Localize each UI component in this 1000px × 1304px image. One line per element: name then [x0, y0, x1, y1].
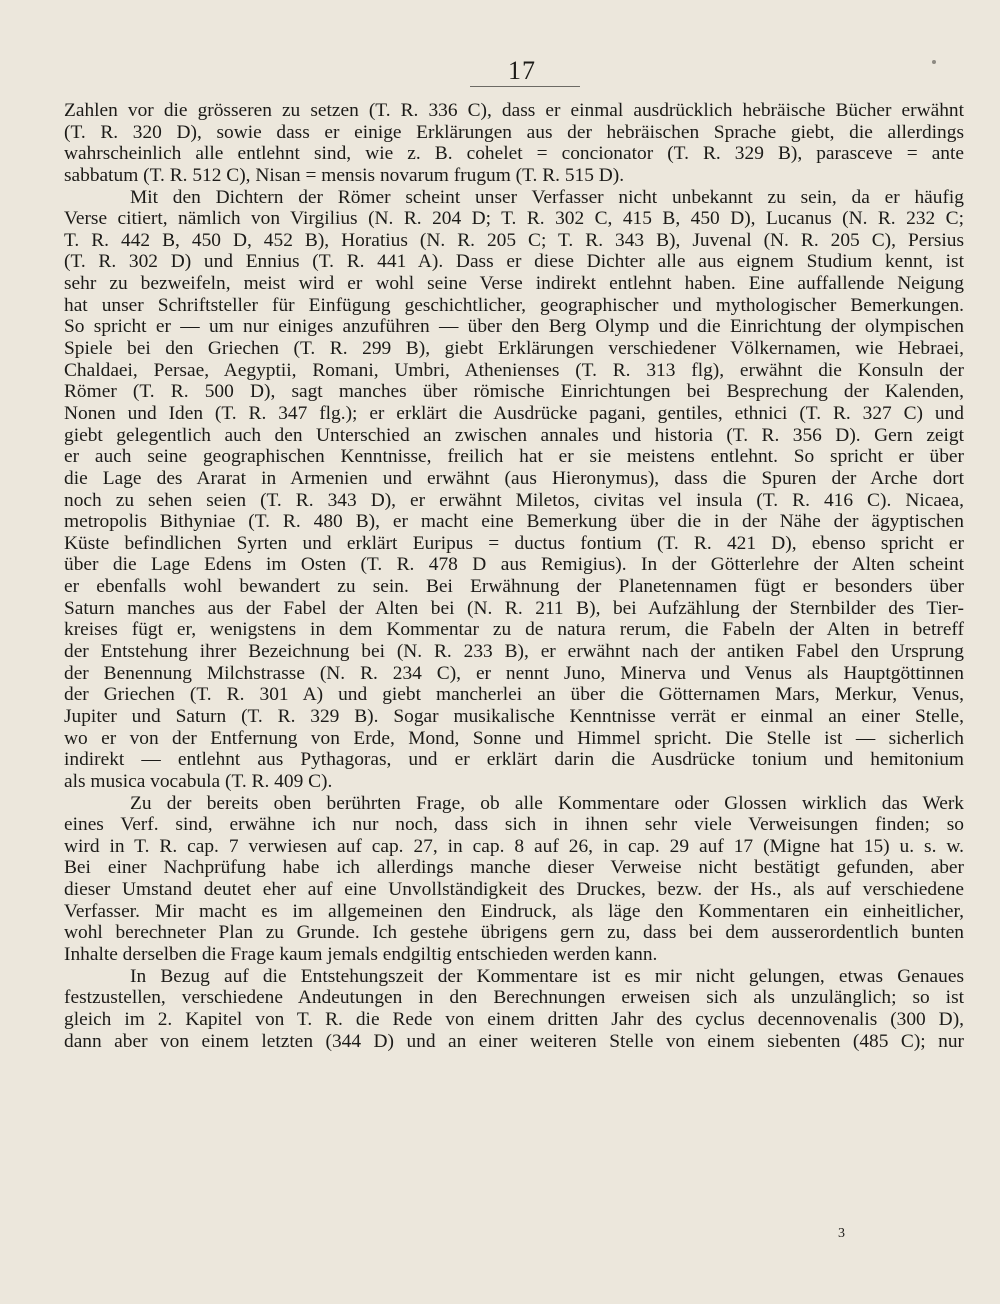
text-line: (T. R. 302 D) und Ennius (T. R. 441 A). Dass er diese Dichter alle aus eignem Studium kennt, ist [64, 251, 964, 273]
text-line: Verse citiert, nämlich von Virgilius (N. R. 204 D; T. R. 302 C, 415 B, 450 D), Lucanus (N. R. 232 C; [64, 208, 964, 230]
text-line: sabbatum (T. R. 512 C), Nisan = mensis novarum frugum (T. R. 515 D). [64, 164, 625, 186]
page-number: 17 [508, 56, 536, 85]
text-line: Nonen und Iden (T. R. 347 flg.); er erklärt die Ausdrücke pagani, gentiles, ethnici (T. R. 327 C) und [64, 402, 964, 424]
text-line: Verfasser. Mir macht es im allgemeinen den Eindruck, als läge den Kommentaren ein einheitlicher, [64, 900, 964, 922]
text-line: Mit den Dichtern der Römer scheint unser Verfasser nicht unbekannt zu sein, da er häufig [130, 186, 964, 208]
text-line: die Lage des Ararat in Armenien und erwähnt (aus Hieronymus), dass die Spuren der Arche dort [64, 467, 964, 489]
text-line: Jupiter und Saturn (T. R. 329 B). Sogar musikalische Kenntnisse verrät er einmal an einer Stelle, [64, 705, 964, 727]
text-line: Römer (T. R. 500 D), sagt manches über römische Einrichtungen bei Besprechung der Kalenden, [64, 381, 964, 403]
text-line: festzustellen, verschiedene Andeutungen in den Berechnungen erweisen sich als unzulänglich; so ist [64, 987, 964, 1009]
text-line: dann aber von einem letzten (344 D) und an einer weiteren Stelle von einem siebenten (485 C); nur [64, 1030, 964, 1052]
body-text [64, 100, 964, 1052]
text-line: Inhalte derselben die Frage kaum jemals endgiltig entschieden werden kann. [64, 943, 658, 965]
text-line: Saturn manches aus der Fabel der Alten bei (N. R. 211 B), bei Aufzählung der Sternbilder des Tier- [64, 597, 964, 619]
text-line: hat unser Schriftsteller für Einfügung geschichtlicher, geographischer und mythologischer Bemerkungen. [64, 294, 964, 316]
text-line: der Griechen (T. R. 301 A) und giebt mancherlei an über die Götternamen Mars, Merkur, Venus, [64, 684, 964, 706]
text-line: noch zu sehen seien (T. R. 343 D), er erwähnt Miletos, civitas vel insula (T. R. 416 C). Nicaea, [64, 489, 964, 511]
signature-mark: 3 [838, 1226, 845, 1241]
text-line: wo er von der Entfernung von Erde, Mond, Sonne und Himmel spricht. Die Stelle ist — sicherlich [64, 727, 964, 749]
text-line: In Bezug auf die Entstehungszeit der Kommentare ist es mir nicht gelungen, etwas Genaues [130, 965, 964, 987]
text-line: sehr zu bezweifeln, meist wird er wohl seine Verse indirekt entlehnt haben. Eine auffallende Neigung [64, 273, 964, 295]
text-line: dieser Umstand deutet eher auf eine Unvollständigkeit des Druckes, bezw. der Hs., als auf verschiedene [64, 879, 964, 901]
paragraph [64, 793, 964, 966]
text-line: Zu der bereits oben berührten Frage, ob alle Kommentare oder Glossen wirklich das Werk [130, 792, 964, 814]
text-line: So spricht er — um nur einiges anzuführen — über den Berg Olymp und die Einrichtung der olympischen [64, 316, 964, 338]
text-line: Zahlen vor die grösseren zu setzen (T. R. 336 C), dass er einmal ausdrücklich hebräische Bücher erwähnt [64, 100, 964, 121]
text-line: wohl berechneter Plan zu Grunde. Ich gestehe übrigens gern zu, dass bei dem ausserordentlich bunten [64, 922, 964, 944]
paragraph [64, 100, 964, 187]
text-line: indirekt — entlehnt aus Pythagoras, und er erklärt darin die Ausdrücke tonium und hemitonium [64, 749, 964, 771]
text-line: er ebenfalls wohl bewandert zu sein. Bei Erwähnung der Planetennamen fügt er besonders über [64, 576, 964, 598]
text-line: eines Verf. sind, erwähne ich nur noch, dass sich in ihnen sehr viele Verweisungen finden; so [64, 814, 964, 836]
text-line: Spiele bei den Griechen (T. R. 299 B), giebt Erklärungen verschiedener Völkernamen, wie Hebraei, [64, 338, 964, 360]
text-line: als musica vocabula (T. R. 409 C). [64, 770, 333, 792]
text-line: giebt gelegentlich auch den Unterschied an zwischen annales und historia (T. R. 356 D). Gern zeigt [64, 424, 964, 446]
text-line: Bei einer Nachprüfung habe ich allerdings manche dieser Verweise nicht bestätigt gefunden, aber [64, 857, 964, 879]
text-line: der Entstehung ihrer Bezeichnung bei (N. R. 233 B), er erwähnt nach der antiken Fabel den Ursprung [64, 641, 964, 663]
text-line: (T. R. 320 D), sowie dass er einige Erklärungen aus der hebräischen Sprache giebt, die allerdings [64, 121, 964, 143]
text-line: kreises fügt er, wenigstens in dem Kommentar zu de natura rerum, die Fabeln der Alten in betreff [64, 619, 964, 641]
text-line: gleich im 2. Kapitel von T. R. die Rede von einem dritten Jahr des cyclus decennovenalis (300 D), [64, 1008, 964, 1030]
header-rule [470, 86, 580, 87]
text-line: Küste befindlichen Syrten und erklärt Euripus = ductus fontium (T. R. 421 D), ebenso spricht er [64, 532, 964, 554]
text-line: metropolis Bithyniae (T. R. 480 B), er macht eine Bemerkung über die in der Nähe der ägyptischen [64, 511, 964, 533]
text-line: T. R. 442 B, 450 D, 452 B), Horatius (N. R. 205 C; T. R. 343 B), Juvenal (N. R. 205 C), Persius [64, 229, 964, 251]
paragraph [64, 187, 964, 793]
print-speck [932, 60, 936, 64]
text-line: der Benennung Milchstrasse (N. R. 234 C), er nennt Juno, Minerva und Venus als Hauptgöttinnen [64, 662, 964, 684]
paragraph [64, 966, 964, 1053]
text-line: Chaldaei, Persae, Aegyptii, Romani, Umbri, Athenienses (T. R. 313 flg), erwähnt die Konsuln der [64, 359, 964, 381]
text-line: über die Lage Edens im Osten (T. R. 478 D aus Remigius). In der Götterlehre der Alten scheint [64, 554, 964, 576]
text-line: er auch seine geographischen Kenntnisse, freilich hat er sie meistens entlehnt. So spricht er über [64, 446, 964, 468]
text-line: wird in T. R. cap. 7 verwiesen auf cap. 27, in cap. 8 auf 26, in cap. 29 auf 17 (Migne hat 15) u. s. w. [64, 835, 964, 857]
text-line: wahrscheinlich alle entlehnt sind, wie z. B. cohelet = concionator (T. R. 329 B), parasceve = ante [64, 143, 964, 165]
